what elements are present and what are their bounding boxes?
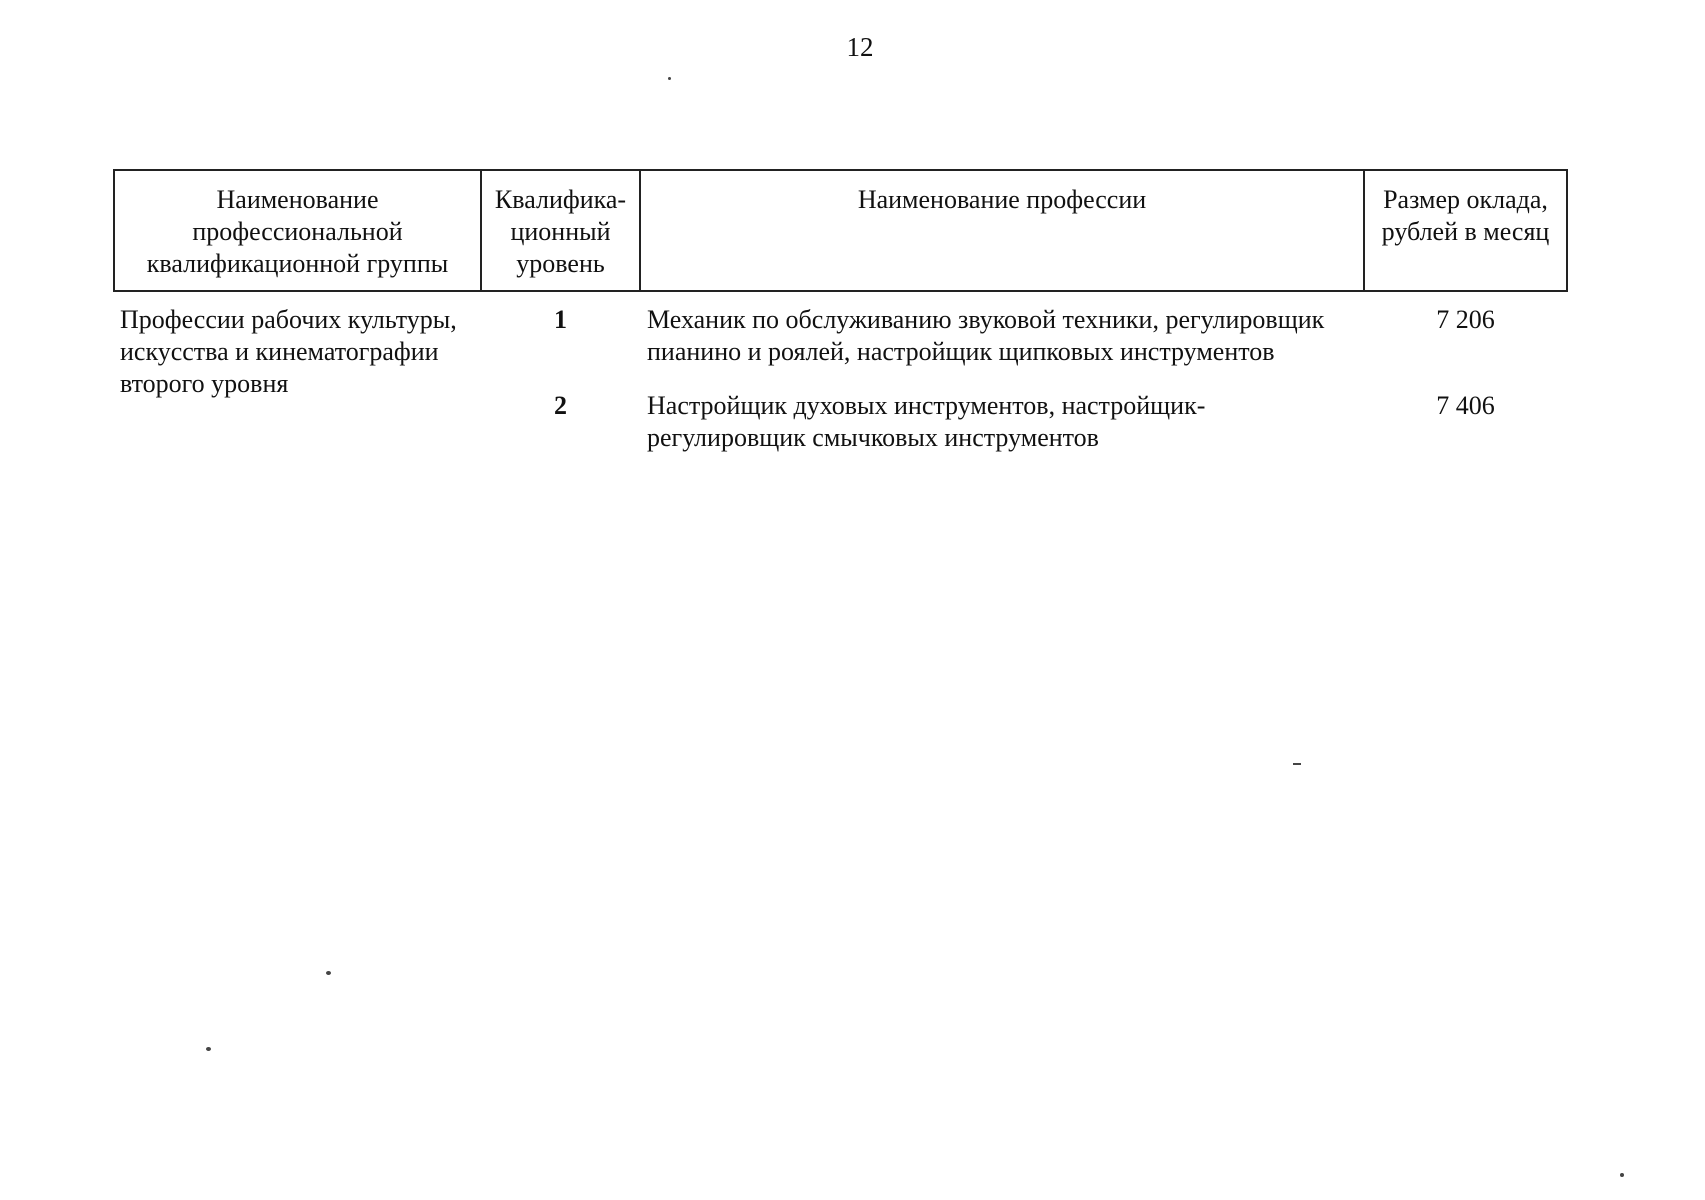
- salary-table: [113, 169, 1568, 454]
- page-number: 12: [846, 32, 874, 62]
- scan-speck: [326, 971, 331, 975]
- salary-cell: 7 406: [1436, 391, 1495, 420]
- header-salary: Размер оклада, рублей в месяц: [1364, 170, 1567, 291]
- header-profession-name: Наименование профессии: [640, 170, 1364, 291]
- salary-cell: 7 206: [1436, 305, 1495, 334]
- profession-cell: Настройщик духовых инструментов, настройщик-регулировщик смычковых инструментов: [647, 391, 1206, 452]
- scan-speck: [206, 1047, 211, 1051]
- group-name-cell: Профессии рабочих культуры, искусства и кинематографии второго уровня: [120, 305, 457, 398]
- level-cell: 2: [554, 391, 567, 420]
- table-row: [114, 291, 1567, 368]
- level-cell: 1: [554, 305, 567, 334]
- profession-cell: Механик по обслуживанию звуковой техники, регулировщик пианино и роялей, настройщик щипковых инструментов: [647, 305, 1325, 366]
- header-qualification-level: Квалифика-ционный уровень: [481, 170, 640, 291]
- table-body: [114, 291, 1567, 454]
- scan-speck: [1293, 763, 1301, 765]
- table-header: [114, 170, 1567, 291]
- scan-speck: [668, 77, 671, 80]
- scan-speck: [1620, 1173, 1624, 1177]
- header-group-name: Наименование профессиональной квалификационной группы: [114, 170, 481, 291]
